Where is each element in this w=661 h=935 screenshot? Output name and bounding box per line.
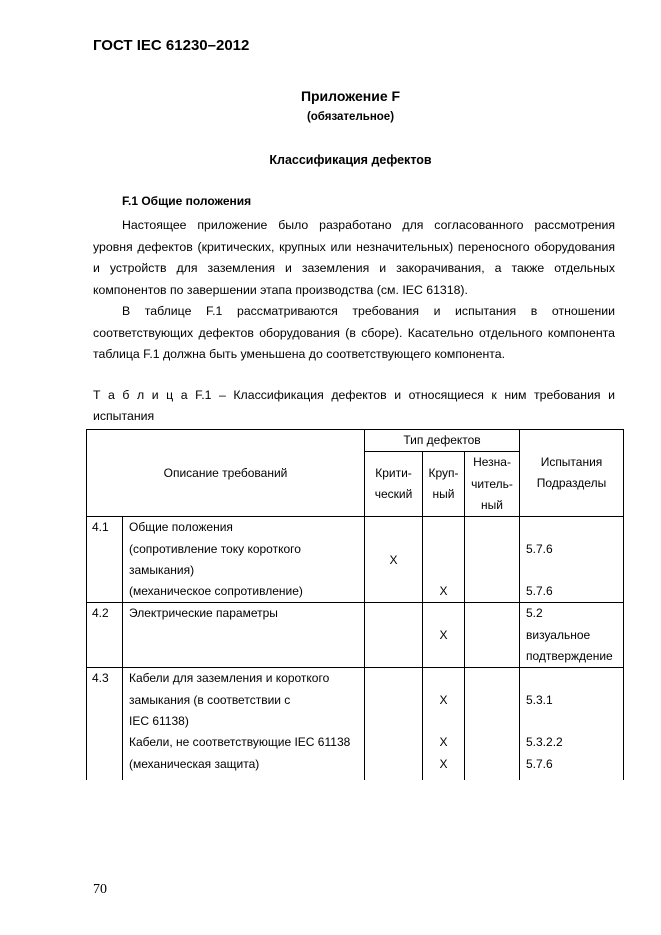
major-mark: Х	[439, 627, 448, 642]
tests-ref: 5.7.6	[526, 756, 553, 771]
major-mark: Х	[439, 584, 448, 599]
header-critical-line: ческий	[374, 487, 413, 502]
row-description	[123, 668, 365, 780]
tests-ref: 5.2	[526, 606, 543, 621]
table-header-row	[87, 430, 624, 452]
caption-line: испытания	[93, 409, 155, 423]
header-defect-type: Тип дефектов	[365, 430, 520, 452]
annex-title: Приложение F	[300, 88, 401, 104]
tests-cell	[520, 517, 624, 603]
header-minor-line: Незна-	[473, 455, 511, 470]
header-tests-line: Испытания	[540, 454, 603, 469]
major-cell	[423, 603, 465, 668]
tests-ref: 5.7.6	[526, 584, 553, 599]
critical-cell	[365, 517, 423, 603]
table-row	[87, 668, 624, 780]
header-minor	[465, 452, 520, 517]
row-description	[123, 517, 365, 603]
major-cell	[423, 668, 465, 780]
tests-cell	[520, 603, 624, 668]
table-row	[87, 603, 624, 668]
tests-cell	[520, 668, 624, 780]
description-line: IEC 61138)	[129, 713, 189, 728]
description-line: Кабели, не соответствующие IEC 61138	[129, 735, 351, 750]
minor-cell	[465, 517, 520, 603]
tests-ref: подтверждение	[526, 649, 613, 664]
header-major	[423, 452, 465, 517]
paragraph-2	[93, 301, 615, 366]
paragraph-line: В таблице F.1 рассматриваются требования и испытания в отношении	[122, 304, 615, 318]
header-tests	[520, 430, 624, 517]
table-caption	[93, 385, 615, 427]
header-critical-line: Крити-	[375, 466, 412, 480]
major-cell	[423, 517, 465, 603]
header-major-line: Круп-	[428, 466, 459, 480]
tests-ref: 5.3.1	[526, 692, 553, 707]
row-description	[123, 603, 365, 668]
document-header: ГОСТ IEC 61230–2012	[93, 37, 250, 54]
paragraph-line: уровня дефектов (критических, крупных или незначительных) переносного оборудования	[93, 239, 615, 254]
row-number: 4.2	[87, 603, 123, 668]
description-line: (сопротивление току короткого	[129, 541, 301, 556]
major-mark: Х	[439, 735, 448, 750]
tests-ref: визуальное	[526, 627, 591, 642]
description-line: замыкания)	[129, 562, 195, 577]
critical-mark	[365, 517, 422, 538]
header-critical	[365, 452, 423, 517]
row-number: 4.3	[87, 668, 123, 780]
description-line: Электрические параметры	[129, 606, 278, 621]
header-tests-line: Подразделы	[536, 476, 607, 491]
paragraph-line: соответствующих дефектов оборудования (в сборе). Касательно отдельного компонента	[93, 325, 615, 340]
header-minor-line: читель-	[471, 476, 513, 491]
header-major-line: ный	[432, 487, 455, 502]
description-line: (механическое сопротивление)	[129, 584, 303, 599]
description-line: Кабели для заземления и короткого	[129, 671, 330, 686]
paragraph-line: Настоящее приложение было разработано для согласованного рассмотрения	[122, 218, 615, 232]
critical-cell	[365, 603, 423, 668]
tests-ref: 5.3.2.2	[526, 735, 563, 750]
tests-ref: 5.7.6	[526, 541, 553, 556]
minor-cell	[465, 603, 520, 668]
paragraph-line: и устройств для заземления и заземления и закорачивания, а также отдельных	[93, 261, 615, 275]
annex-status: (обязательное)	[306, 111, 395, 123]
page-number: 70	[93, 882, 107, 897]
description-line: (механическая защита)	[129, 756, 260, 771]
critical-mark: Х	[389, 552, 398, 567]
caption-line: Т а б л и ц а F.1 – Классификация дефектов и относящиеся к ним требования и	[93, 388, 615, 402]
major-mark: Х	[439, 692, 448, 707]
critical-cell	[365, 668, 423, 780]
header-minor-line: ный	[481, 497, 503, 512]
paragraph-line: таблица F.1 должна быть уменьшена до соответствующего компонента.	[93, 347, 506, 361]
header-description: Описание требований	[87, 430, 365, 517]
defects-table	[86, 429, 624, 780]
description-line: замыкания (в соответствии с	[129, 692, 291, 707]
major-mark: Х	[439, 756, 448, 771]
description-line: Общие положения	[129, 520, 233, 535]
row-number: 4.1	[87, 517, 123, 603]
section-title: F.1 Общие положения	[122, 194, 252, 208]
annex-heading: Классификация дефектов	[269, 153, 432, 167]
table-row	[87, 517, 624, 603]
paragraph-line: компонентов по завершении этапа производства (см. IEC 61318).	[93, 282, 468, 297]
minor-cell	[465, 668, 520, 780]
paragraph-1	[93, 215, 615, 301]
